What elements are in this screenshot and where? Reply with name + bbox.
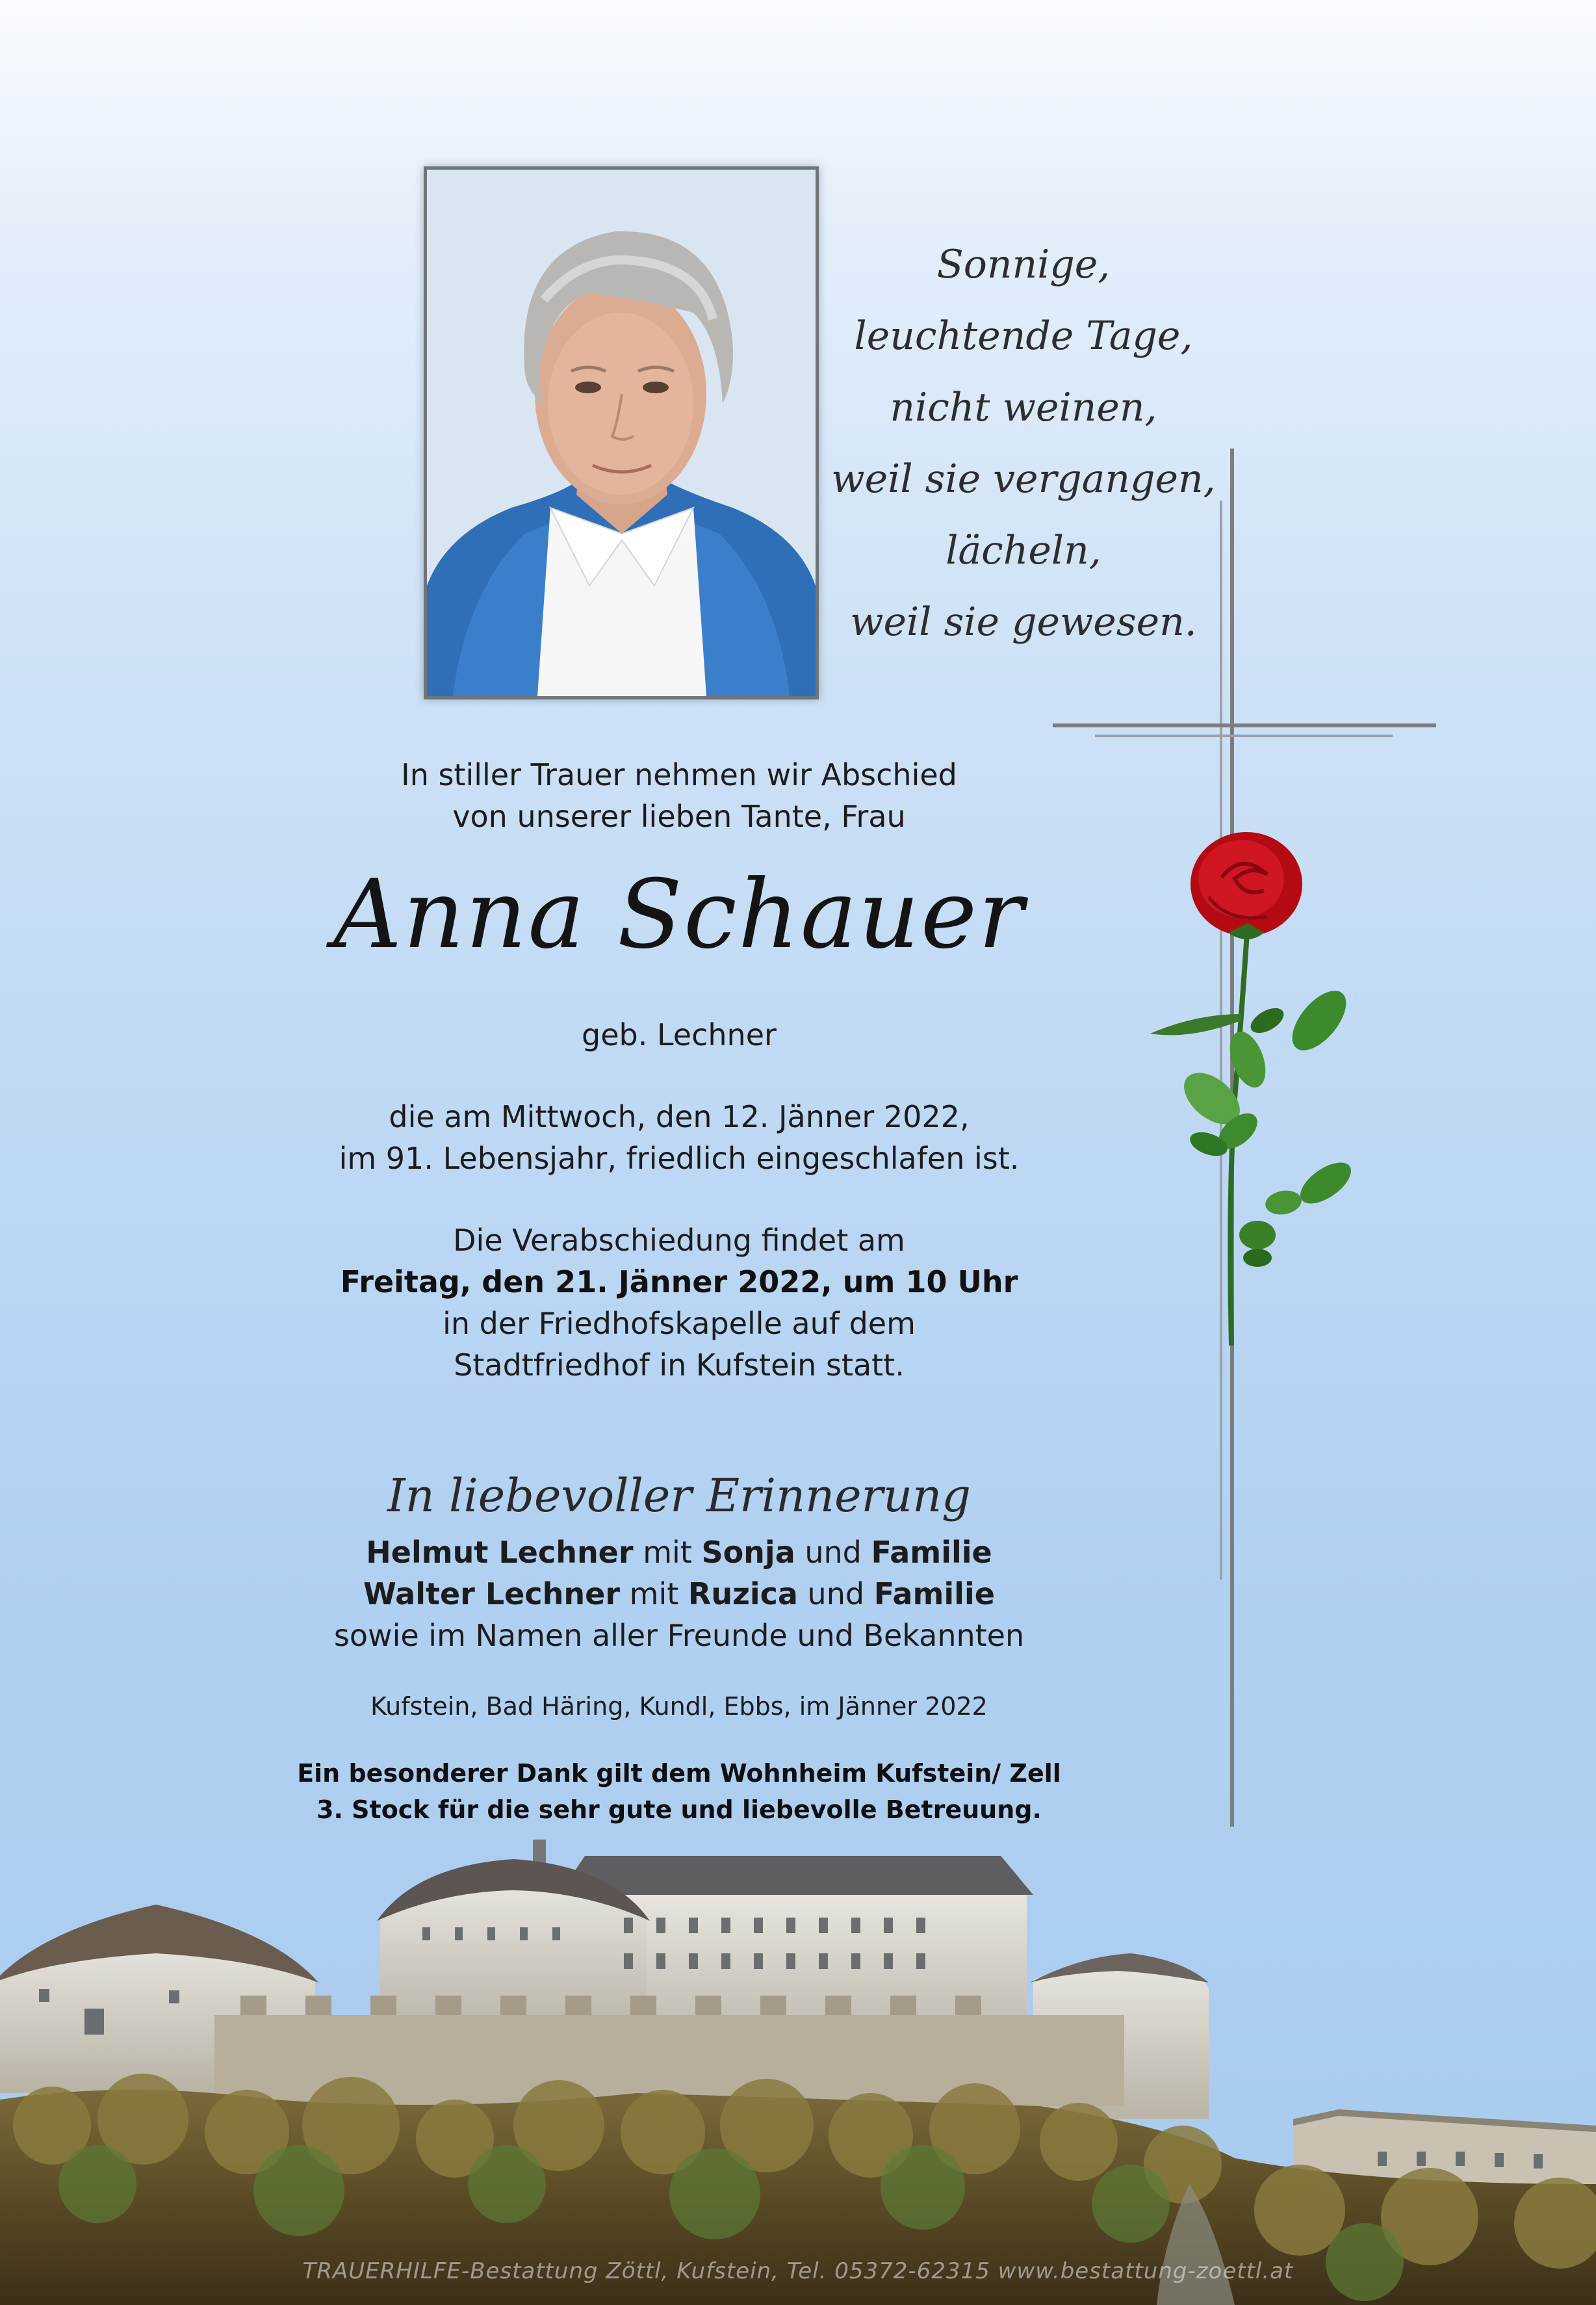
poem: [812, 229, 1235, 658]
death-info: [0, 1096, 1358, 1179]
funeral-line: Stadtfriedhof in Kufstein statt.: [454, 1348, 905, 1383]
mourner-name: Ruzica: [688, 1576, 798, 1611]
poem-line: leuchtende Tage,: [854, 313, 1193, 359]
birth-name: geb. Lechner: [582, 1017, 777, 1052]
funeral-date: Freitag, den 21. Jänner 2022, um 10 Uhr: [340, 1264, 1018, 1299]
cross-horizontal-bar: [1053, 723, 1436, 727]
connector-text: mit: [633, 1535, 702, 1570]
castle-landscape: [0, 1820, 1596, 2305]
funeral-info: [0, 1219, 1358, 1386]
connector-text: und: [795, 1535, 871, 1570]
memory-title: In liebevoller Erinnerung: [387, 1469, 971, 1522]
thanks-note: [0, 1755, 1358, 1828]
thanks-line: 3. Stock für die sehr gute und liebevolle Betreuung.: [316, 1795, 1042, 1824]
intro-text: [0, 754, 1358, 837]
portrait-illustration: [427, 170, 816, 696]
mourner-row: sowie im Namen aller Freunde und Bekannten: [333, 1618, 1025, 1653]
intro-line: In stiller Trauer nehmen wir Abschied: [401, 757, 957, 792]
death-line: die am Mittwoch, den 12. Jänner 2022,: [389, 1099, 970, 1134]
mourner-name: Helmut Lechner: [366, 1535, 634, 1570]
mourner-row: [0, 1573, 1358, 1615]
place-date: Kufstein, Bad Häring, Kundl, Ebbs, im Jänner 2022: [370, 1692, 988, 1721]
poem-line: lächeln,: [946, 528, 1101, 573]
connector-text: und: [797, 1576, 874, 1611]
portrait-photo: [424, 166, 819, 699]
funeral-line: Die Verabschiedung findet am: [453, 1223, 905, 1258]
poem-line: Sonnige,: [936, 242, 1111, 287]
mourner-family: Familie: [871, 1535, 992, 1570]
mourners: [0, 1531, 1358, 1656]
thanks-line: Ein besonderer Dank gilt dem Wohnheim Kufstein/ Zell: [297, 1759, 1061, 1788]
intro-line: von unserer lieben Tante, Frau: [452, 799, 906, 834]
death-line: im 91. Lebensjahr, friedlich eingeschlafen ist.: [339, 1141, 1020, 1176]
poem-line: weil sie vergangen,: [831, 456, 1216, 502]
mourner-name: Sonja: [701, 1535, 795, 1570]
poem-line: weil sie gewesen.: [850, 599, 1197, 645]
funeral-line: in der Friedhofskapelle auf dem: [443, 1306, 916, 1341]
cross-horizontal-shadow: [1095, 735, 1393, 737]
mourner-row: [0, 1531, 1358, 1573]
mourner-family: Familie: [873, 1576, 995, 1611]
connector-text: mit: [620, 1576, 688, 1611]
mourner-name: Walter Lechner: [363, 1576, 621, 1611]
deceased-name: Anna Schauer: [333, 859, 1025, 970]
poem-line: nicht weinen,: [890, 385, 1157, 430]
footer-imprint: TRAUERHILFE-Bestattung Zöttl, Kufstein, Tel. 05372-62315 www.bestattung-zoettl.at: [302, 2258, 1294, 2284]
